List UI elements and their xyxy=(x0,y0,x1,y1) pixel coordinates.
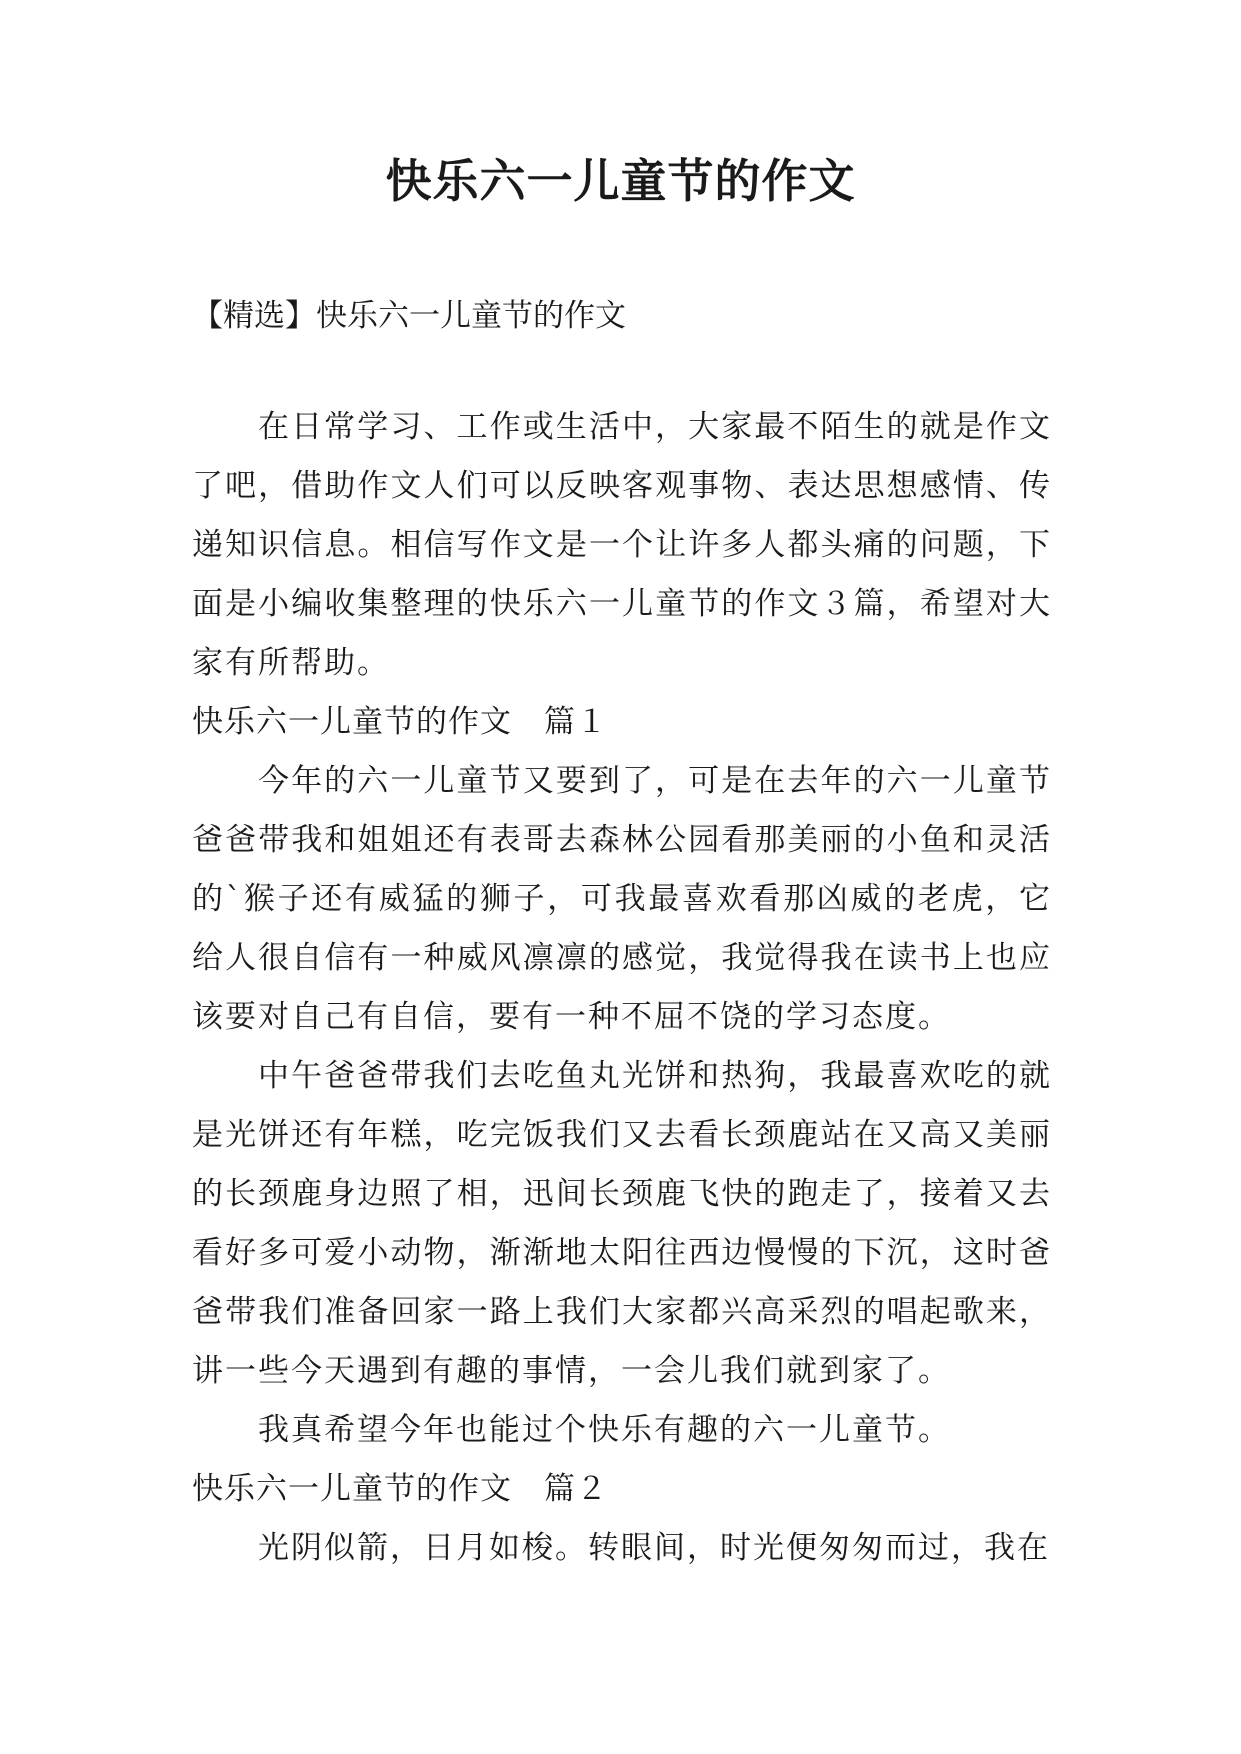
section1-paragraph-3: 我真希望今年也能过个快乐有趣的六一儿童节。 xyxy=(258,1412,951,1448)
section-heading-2: 快乐六一儿童节的作文 篇２ xyxy=(192,1471,608,1507)
section-heading-1: 快乐六一儿童节的作文 篇１ xyxy=(192,704,608,740)
document-title: 快乐六一儿童节的作文 xyxy=(385,154,856,208)
section1-paragraph-2: 中午爸爸带我们去吃鱼丸光饼和热狗，我最喜欢吃的就是光饼还有年糕，吃完饭我们又去看长颈鹿站在又高又美丽的长颈鹿身边照了相，迅间长颈鹿飞快的跑走了，接着又去看好多可爱小动物，渐渐地太阳往西边慢慢的下沉，这时爸爸带我们准备回家一路上我们大家都兴高采烈的唱起歌来，讲一些今天遇到有趣的事情，一会儿我们就到家了。 xyxy=(192,1058,1052,1389)
intro-paragraph: 在日常学习、工作或生活中，大家最不陌生的就是作文了吧，借助作文人们可以反映客观事物、表达思想感情、传递知识信息。相信写作文是一个让许多人都头痛的问题，下面是小编收集整理的快乐六一儿童节的作文３篇，希望对大家有所帮助。 xyxy=(192,409,1052,681)
document-subtitle: 【精选】快乐六一儿童节的作文 xyxy=(192,298,626,334)
section2-paragraph-1: 光阴似箭，日月如梭。转眼间，时光便匆匆而过，我在 xyxy=(258,1530,1050,1566)
document-body xyxy=(192,290,1052,1578)
section1-paragraph-1: 今年的六一儿童节又要到了，可是在去年的六一儿童节爸爸带我和姐姐还有表哥去森林公园看那美丽的小鱼和灵活的`猴子还有威猛的狮子，可我最喜欢看那凶威的老虎，它给人很自信有一种威风凛凛的感觉，我觉得我在读书上也应该要对自己有自信，要有一种不屈不饶的学习态度。 xyxy=(192,763,1052,1035)
